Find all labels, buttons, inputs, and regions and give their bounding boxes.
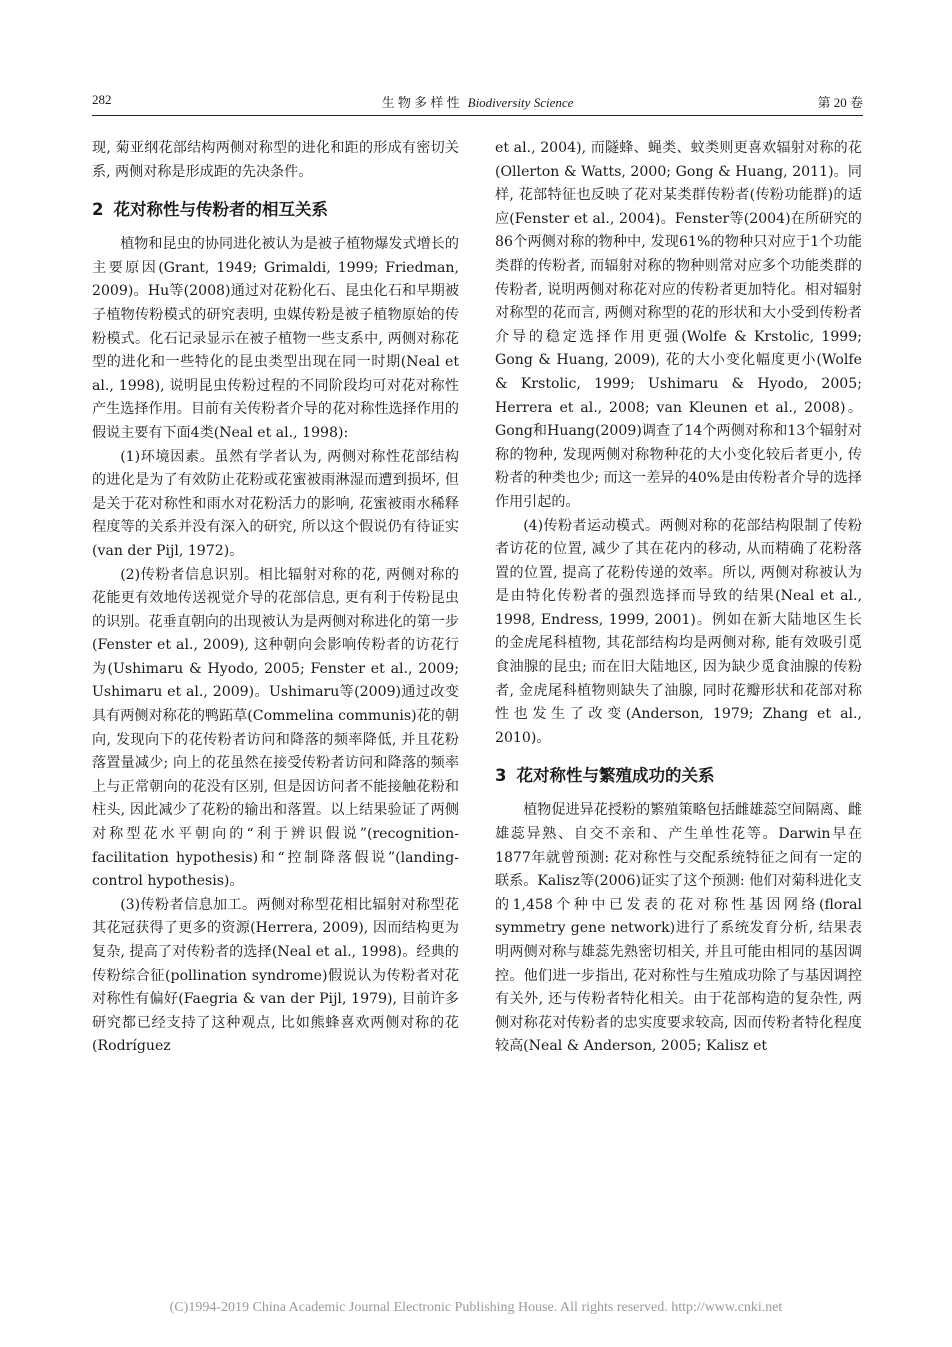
journal-title-cn: 生 物 多 样 性: [381, 95, 460, 110]
running-header: [92, 92, 863, 114]
section-number: 2: [92, 200, 104, 220]
left-column: [92, 137, 459, 1059]
page-number: 282: [92, 92, 112, 107]
paragraph: (2)传粉者信息识别。相比辐射对称的花, 两侧对称的花能更有效地传送视觉介导的花部信息, 更有利于传粉昆虫的识别。花垂直朝向的出现被认为是两侧对称进化的第一步(Fenster et al., 2009), 这种朝向会影响传粉者的访花行为(Ushimaru & Hyodo, 2005; Fenster et al., 2009; Ushimaru et al., 2009)。Ushimaru等(2009)通过改变具有两侧对称花的鸭跖草(Commelina communis)花的朝向, 发现向下的花传粉者访问和降落的频率降低, 并且花粉落置量减少; 向上的花虽然在接受传粉者访问和降落的频率上与正常朝向的花没有区别, 但是因访问者不能接触花粉和柱头, 因此减少了花粉的输出和落置。以上结果验证了两侧对称型花水平朝向的“利于辨识假说”(recognition-facilitation hypothesis)和“控制降落假说”(landing-control hypothesis)。: [92, 566, 459, 890]
paragraph: (3)传粉者信息加工。两侧对称型花相比辐射对称型花其花冠获得了更多的资源(Herrera, 2009), 因而结构更为复杂, 提高了对传粉者的选择(Neal et al., 1998)。经典的传粉综合征(pollination syndrome)假说认为传粉者对花对称性有偏好(Faegria & van der Pijl, 1979), 目前许多研究都已经支持了这种观点, 比如熊蜂喜欢两侧对称的花(Rodríguez: [92, 896, 459, 1055]
paragraph: (4)传粉者运动模式。两侧对称的花部结构限制了传粉者访花的位置, 减少了其在花内的移动, 从而精确了花粉落置的位置, 提高了花粉传递的效率。所以, 两侧对称被认为是由特化传粉者的强烈选择而导致的结果(Neal et al., 1998, Endress, 1999, 2001)。例如在新大陆地区生长的金虎尾科植物, 其花部结构均是两侧对称, 能有效吸引觅食油腺的昆虫; 而在旧大陆地区, 因为缺少觅食油腺的传粉者, 金虎尾科植物则缺失了油腺, 同时花瓣形状和花部对称性也发生了改变(Anderson, 1979; Zhang et al., 2010)。: [495, 517, 862, 746]
journal-title: [92, 92, 863, 111]
volume-label: 第 20 卷: [817, 95, 863, 110]
header-rule: [92, 115, 863, 116]
paragraph: 现, 菊亚纲花部结构两侧对称型的进化和距的形成有密切关系, 两侧对称是形成距的先决条件。: [92, 140, 459, 180]
paragraph: 植物促进异花授粉的繁殖策略包括雌雄蕊空间隔离、雌雄蕊异熟、自交不亲和、产生单性花等。Darwin早在1877年就曾预测: 花对称性与交配系统特征之间有一定的联系。Kalisz等(2006)证实了这个预测: 他们对菊科进化支的1,458个种中已发表的花对称性基因网络(floral symmetry gene network)进行了系统发育分析, 结果表明两侧对称与雄蕊先熟密切相关, 并且可能由相同的基因调控。他们进一步指出, 花对称性与生殖成功除了与基因调控有关外, 还与传粉者特化相关。由于花部构造的复杂性, 两侧对称花对传粉者的忠实度要求较高, 因而传粉者特化程度较高(Neal & Anderson, 2005; Kalisz et: [495, 802, 862, 1055]
section-title: 花对称性与传粉者的相互关系: [113, 200, 328, 220]
right-column: [495, 137, 862, 1059]
copyright-footer: (C)1994-2019 China Academic Journal Electronic Publishing House. All rights reserved. http://www.cnki.net: [169, 1300, 783, 1315]
section-title: 花对称性与繁殖成功的关系: [516, 766, 715, 786]
paragraph: et al., 2004), 而隧蜂、蝇类、蚊类则更喜欢辐射对称的花(Ollerton & Watts, 2000; Gong & Huang, 2011)。同样, 花部特征也反映了花对某类群传粉者(传粉功能群)的适应(Fenster et al., 2004)。Fenster等(2004)在所研究的86个两侧对称的物种中, 发现61%的物种只对应于1个功能类群的传粉者, 而辐射对称的物种则常对应多个功能类群的传粉者, 说明两侧对称花对应的传粉者更加特化。相对辐射对称型的花而言, 两侧对称型的花的形状和大小受到传粉者介导的稳定选择作用更强(Wolfe & Krstolic, 1999; Gong & Huang, 2009), 花的大小变化幅度更小(Wolfe & Krstolic, 1999; Ushimaru & Hyodo, 2005; Herrera et al., 2008; van Kleunen et al., 2008)。Gong和Huang(2009)调查了14个两侧对称和13个辐射对称的物种, 发现两侧对称物种花的大小变化较后者更小, 传粉者的种类也少; 而这一差异的40%是由传粉者介导的选择作用引起的。: [495, 140, 862, 510]
section-number: 3: [495, 766, 507, 786]
paragraph: 植物和昆虫的协同进化被认为是被子植物爆发式增长的主要原因(Grant, 1949; Grimaldi, 1999; Friedman, 2009)。Hu等(2008)通过对花粉化石、昆虫化石和早期被子植物传粉模式的研究表明, 虫媒传粉是被子植物原始的传粉模式。化石记录显示在被子植物一些支系中, 两侧对称花型的进化和一些特化的昆虫类型出现在同一时期(Neal et al., 1998), 说明昆虫传粉过程的不同阶段均可对花对称性产生选择作用。目前有关传粉者介导的花对称性选择作用的假说主要有下面4类(Neal et al., 1998):: [92, 236, 459, 441]
journal-title-en: Biodiversity Science: [467, 95, 574, 110]
section-heading-2: [92, 198, 459, 222]
section-heading-3: [495, 764, 862, 788]
paragraph: (1)环境因素。虽然有学者认为, 两侧对称性花部结构的进化是为了有效防止花粉或花蜜被雨淋湿而遭到损坏, 但是关于花对称性和雨水对花粉活力的影响, 花蜜被雨水稀释程度等的关系并没有深入的研究, 所以这个假说仍有待证实(van der Pijl, 1972)。: [92, 448, 459, 559]
